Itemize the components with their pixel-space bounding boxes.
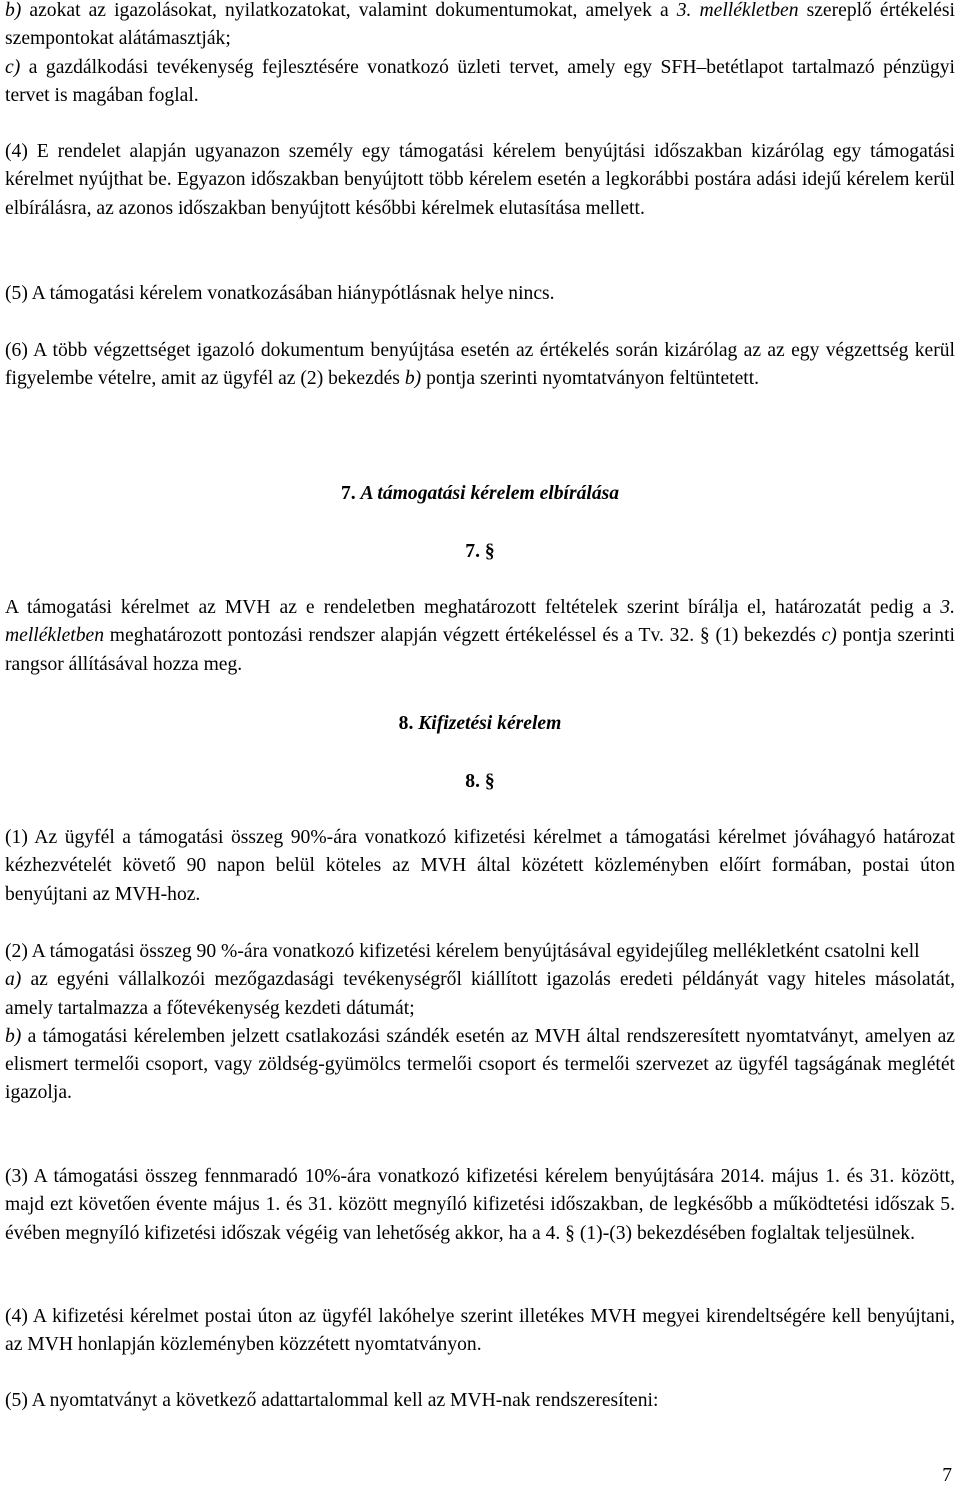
item-c — [5, 54, 955, 111]
item-c-text: a gazdálkodási tevékenység fejlesztésére vonatkozó üzleti tervet, amely egy SFH–betétlapot tartalmazó pénzügyi tervet is magában foglal. — [5, 56, 955, 106]
section-7-number: 7. — [340, 483, 361, 504]
item-b-text1: azokat az igazolásokat, nyilatkozatokat, valamint dokumentumokat, amelyek a — [21, 0, 677, 21]
item-c-prefix: c) — [5, 56, 21, 78]
paragraph-5: (5) A támogatási kérelem vonatkozásában hiánypótlásnak helye nincs. — [5, 283, 555, 304]
section-8-paragraph-3: (3) A támogatási összeg fennmaradó 10%-ára vonatkozó kifizetési kérelem benyújtására 2014. május 1. és 31. között, majd ezt követően évente május 1. és 31. között megnyíló kifizetési időszakban, de legkésőbb a működtetési időszak 5. évében megnyíló kifizetési időszak végéig van lehetőség akkor, ha a 4. § (1)-(3) bekezdésében foglaltak teljesülnek. — [5, 1166, 955, 1244]
section-7-reference: 3. mellékletben — [5, 597, 955, 647]
paragraph-6-text1: (6) A több végzettséget igazoló dokumentum benyújtása esetén az értékelés során kizárólag az az egy végzettség kerül figyelembe vételre, amit az ügyfél az (2) bekezdés — [5, 340, 955, 390]
section-7-text2: meghatározott pontozási rendszer alapján végzett értékeléssel és a Tv. 32. § (1) bekezdés — [104, 625, 822, 647]
section-8-item-a — [5, 966, 955, 1023]
section-8-paragraph-1: (1) Az ügyfél a támogatási összeg 90%-ára vonatkozó kifizetési kérelmet a támogatási kérelmet jóváhagyó határozat kézhezvételét követő 90 napon belül köteles az MVH által közétett közleményben előírt formában, postai úton benyújtani az MVH-hoz. — [5, 827, 955, 905]
section-8-item-a-text: az egyéni vállalkozói mezőgazdasági tevékenységről kiállított igazolás eredeti példányát vagy hiteles másolatát, amely tartalmazza a főtevékenység kezdeti dátumát; — [5, 969, 955, 1019]
section-8-item-b-prefix: b) — [5, 1025, 22, 1047]
section-8-paragraph-mark: 8. § — [465, 771, 495, 792]
section-7-reference-2: c) — [821, 625, 837, 647]
section-8-item-b — [5, 1023, 955, 1108]
section-8-item-a-prefix: a) — [5, 969, 22, 991]
paragraph-4: (4) E rendelet alapján ugyanazon személy egy támogatási kérelem benyújtási időszakban kizárólag egy támogatási kérelmet nyújthat be. Egyazon időszakban benyújtott több kérelem esetén a legkorábbi postára adási idejű kérelem kerül elbírálásra, az azonos időszakban benyújtott későbbi kérelmek elutasítása mellett. — [5, 141, 955, 219]
page-number: 7 — [942, 1465, 952, 1486]
section-8-paragraph-5: (5) A nyomtatványt a következő adattartalommal kell az MVH-nak rendszeresíteni: — [5, 1390, 659, 1411]
list-continuation — [5, 0, 955, 110]
section-8-heading — [5, 710, 955, 738]
section-7-body — [5, 594, 955, 679]
section-7-heading — [5, 480, 955, 508]
section-8-number: 8. — [398, 713, 419, 734]
section-8-paragraph-4: (4) A kifizetési kérelmet postai úton az ügyfél lakóhelye szerint illetékes MVH megyei kirendeltségére kell benyújtani, az MVH honlapján közleményben közzétett nyomtatványon. — [5, 1306, 955, 1356]
section-7-text1: A támogatási kérelmet az MVH az e rendeletben meghatározott feltételek szerint bírálja el, határozatát pedig a — [5, 597, 941, 618]
section-7-title: A támogatási kérelem elbírálása — [360, 483, 620, 504]
section-8-paragraph-2-block — [5, 938, 955, 1108]
item-b-prefix: b) — [5, 0, 22, 21]
paragraph-6 — [5, 337, 955, 394]
section-7-paragraph-mark: 7. § — [465, 541, 495, 562]
paragraph-6-reference: b) — [404, 368, 422, 390]
section-8-paragraph-2: (2) A támogatási összeg 90 %-ára vonatkozó kifizetési kérelem benyújtásával egyidejűleg mellékletként csatolni kell — [5, 941, 920, 962]
section-8-item-b-text: a támogatási kérelemben jelzett csatlakozási szándék esetén az MVH által rendszeresített nyomtatványt, amelyen az elismert termelői csoport, vagy zöldség-gyümölcs termelői csoport és termelői szervezet az ügyfél tagságának meglétét igazolja. — [5, 1025, 955, 1104]
section-8-title: Kifizetési kérelem — [418, 713, 562, 734]
item-b-reference: 3. mellékletben — [676, 0, 799, 21]
paragraph-6-text2: pontja szerinti nyomtatványon feltüntetett. — [421, 368, 760, 390]
item-b-text2: szereplő értékelési szempontokat alátámasztják; — [5, 0, 955, 50]
item-b — [5, 0, 955, 54]
section-7-text3: pontja szerinti rangsor állításával hozza meg. — [5, 625, 955, 675]
